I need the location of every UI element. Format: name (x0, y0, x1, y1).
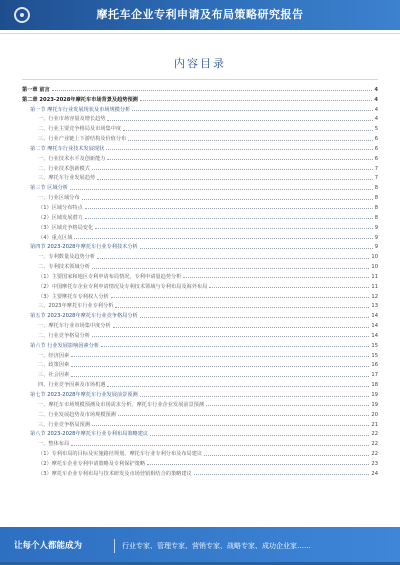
toc-entry-text: 第二节 摩托车行业技术发展现状 (30, 145, 105, 152)
toc-entry-text: （2）中国摩托车企业专利申请情况及专利技术领域与专利布局及海外布局 (38, 283, 208, 290)
toc-entry-text: 一、摩托车行业市场集中度分析 (38, 323, 111, 330)
toc-leader-dots (92, 336, 370, 337)
toc-page-number: 12 (371, 293, 378, 300)
toc-leader-dots (140, 396, 370, 397)
toc-leader-dots (113, 327, 370, 328)
toc-entry[interactable] (22, 211, 378, 221)
toc-entry[interactable] (22, 447, 378, 457)
toc-page-number: 6 (374, 136, 378, 143)
toc-entry[interactable] (22, 408, 378, 418)
toc-leader-dots (106, 149, 372, 150)
toc-entry[interactable] (22, 280, 378, 290)
toc-leader-dots (128, 140, 372, 141)
toc-entry[interactable] (22, 162, 378, 172)
toc-page-number: 5 (374, 126, 378, 133)
toc-entry-text: 一、专利数量及趋势分析 (38, 254, 96, 261)
toc-entry[interactable] (22, 231, 378, 241)
toc-entry[interactable] (22, 319, 378, 329)
toc-entry-text: 三、摩托车行业发展趋势 (38, 175, 96, 182)
toc-page-number: 6 (374, 155, 378, 162)
toc-leader-dots (150, 435, 369, 436)
toc-entry-text: （1）主要国家和地区专利申请布局情况，专利申请量趋势分析 (38, 273, 182, 280)
toc-page-number: 8 (374, 204, 378, 211)
toc-divider (22, 79, 378, 80)
toc-entry[interactable] (22, 241, 378, 251)
toc-leader-dots (85, 208, 373, 209)
toc-entry[interactable] (22, 122, 378, 132)
toc-entry-text: 第六节 行业发展影响因素分析 (30, 342, 100, 349)
toc-entry[interactable] (22, 437, 378, 447)
toc-entry-text: 一、经济因素 (38, 352, 70, 359)
toc-page-number: 4 (374, 106, 378, 113)
toc-entry[interactable] (22, 93, 378, 103)
toc-page-number: 4 (374, 96, 378, 103)
toc-page-number: 8 (374, 185, 378, 192)
toc-page-number: 8 (374, 195, 378, 202)
toc-page-number: 9 (374, 224, 378, 231)
toc-entry-text: 第七节 2023-2028年摩托车行业发展前景预测 (30, 392, 138, 398)
toc-page-number: 7 (374, 175, 378, 182)
report-header (0, 0, 400, 37)
toc-leader-dots (111, 297, 370, 298)
toc-leader-dots (92, 169, 373, 170)
toc-page-number: 8 (374, 214, 378, 221)
toc-entry[interactable] (22, 113, 378, 123)
toc-entry[interactable] (22, 181, 378, 191)
toc-leader-dots (92, 425, 370, 426)
toc-leader-dots (71, 376, 369, 377)
toc-entry[interactable] (22, 290, 378, 300)
toc-page-number: 18 (371, 382, 378, 389)
toc-entry-text: 三、行业竞争格局预测 (38, 421, 90, 428)
toc-entry-text: 二、行业竞争格局分析 (38, 332, 90, 339)
toc-entry-text: （1）专利布局的目标及实施路径规划，摩托车行业专利分布及布局建议 (38, 451, 203, 458)
toc-leader-dots (206, 405, 369, 406)
toc-title: 内容目录 (174, 57, 226, 70)
toc-page-number: 10 (371, 254, 378, 261)
toc-entry-text: 四、行业竞争因素及市场机遇 (38, 382, 106, 389)
toc-leader-dots (107, 159, 372, 160)
toc-entry-text: 第四节 2023-2028年摩托车行业专利技术分析 (30, 244, 138, 251)
toc-entry-text: 一、整体布局 (38, 441, 70, 448)
toc-entry[interactable] (22, 172, 378, 182)
toc-leader-dots (107, 386, 369, 387)
toc-entry[interactable] (22, 132, 378, 142)
toc-entry[interactable] (22, 418, 378, 428)
toc-leader-dots (95, 228, 373, 229)
toc-entry[interactable] (22, 359, 378, 369)
toc-entry[interactable] (22, 467, 378, 477)
toc-entry-text: 三、2023年摩托车行业专利分析 (38, 303, 114, 310)
toc-page-number: 7 (374, 165, 378, 172)
toc-entry-text: 第三节 区域分析 (30, 185, 68, 192)
toc-page-number: 4 (374, 86, 378, 93)
report-title: 摩托车企业专利申请及布局策略研究报告 (96, 8, 304, 21)
toc-entry[interactable] (22, 103, 378, 113)
toc-entry[interactable] (22, 152, 378, 162)
toc-page-number: 14 (371, 323, 378, 330)
footer-separator (114, 539, 115, 553)
toc-leader-dots (123, 130, 373, 131)
toc-entry[interactable] (22, 428, 378, 438)
toc-leader-dots (140, 317, 370, 318)
toc-page-number: 14 (371, 332, 378, 339)
toc-page-number: 17 (371, 372, 378, 379)
toc-entry-text: （1）区域分布特点 (38, 204, 83, 211)
toc-entry[interactable] (22, 339, 378, 349)
toc-leader-dots (71, 445, 369, 446)
toc-page-number: 16 (371, 362, 378, 369)
toc-leader-dots (132, 110, 372, 111)
toc-page-number: 24 (371, 470, 378, 477)
toc-entry-text: 一、摩托车市场规模预测及市场需求分析，摩托车行业企业发展前景预测 (38, 401, 205, 408)
toc-entry-text: 第一章 前言 (22, 86, 50, 93)
footer-slogan-right: 行业专家、管理专家、营销专家、战略专家、成功企业家…… (122, 542, 311, 550)
toc-entry[interactable] (22, 142, 378, 152)
toc-entry-text: 三、社会因素 (38, 372, 70, 379)
toc-entry-text: 一、行业市场容量及增长趋势 (38, 116, 106, 123)
toc-entry[interactable] (22, 270, 378, 280)
toc-entry[interactable] (22, 260, 378, 270)
toc-entry-text: 第五节 2023-2028年摩托车行业竞争格局分析 (30, 313, 138, 320)
toc-entry-text: 三、行业产业链上下游结构及价值分布 (38, 136, 127, 143)
toc-leader-dots (194, 474, 370, 475)
toc-entry-text: （3）区域竞争格局变化 (38, 224, 94, 231)
toc-entry-text: 第八节 2023-2028年摩托车行业专利布局策略建议 (30, 431, 149, 438)
toc-leader-dots (85, 218, 373, 219)
toc-page-number: 23 (371, 460, 378, 467)
footer-slogan-left: 让每个人都能成为 (14, 541, 83, 551)
toc-entry[interactable] (22, 201, 378, 211)
toc-leader-dots (118, 415, 370, 416)
toc-entry-text: 二、行业发展趋势及市场规模预测 (38, 411, 116, 418)
toc-page-number: 21 (371, 421, 378, 428)
toc-leader-dots (101, 346, 369, 347)
toc-page-number: 22 (371, 451, 378, 458)
toc-leader-dots (147, 464, 369, 465)
toc-leader-dots (140, 100, 373, 101)
toc-page-number: 9 (374, 244, 378, 251)
table-of-contents (22, 83, 378, 477)
toc-page-number: 11 (371, 283, 378, 290)
toc-entry-text: 第二章 2023-2028年摩托车市场背景及趋势预测 (22, 96, 138, 103)
toc-leader-dots (52, 90, 373, 91)
toc-entry-text: （3）主要摩托车专利权人分析 (38, 293, 109, 300)
toc-entry[interactable] (22, 378, 378, 388)
toc-leader-dots (71, 366, 369, 367)
toc-entry[interactable] (22, 457, 378, 467)
toc-entry[interactable] (22, 349, 378, 359)
header-divider (0, 30, 400, 37)
toc-leader-dots (140, 248, 373, 249)
toc-page-number: 14 (371, 313, 378, 320)
toc-entry[interactable] (22, 368, 378, 378)
toc-entry[interactable] (22, 329, 378, 339)
toc-leader-dots (115, 307, 369, 308)
toc-entry[interactable] (22, 250, 378, 260)
toc-leader-dots (204, 455, 369, 456)
footer-banner (0, 527, 400, 565)
toc-entry[interactable] (22, 398, 378, 408)
toc-entry-text: （2）区域发展潜力 (38, 214, 83, 221)
toc-page-number: 9 (374, 234, 378, 241)
toc-entry-text: 二、专利技术领域分析 (38, 264, 90, 271)
toc-leader-dots (97, 258, 369, 259)
toc-leader-dots (92, 268, 370, 269)
toc-leader-dots (71, 356, 369, 357)
toc-entry[interactable] (22, 309, 378, 319)
toc-page-number: 15 (371, 342, 378, 349)
toc-leader-dots (70, 189, 373, 190)
toc-page-number: 11 (371, 273, 378, 280)
toc-entry-text: 二、政策因素 (38, 362, 70, 369)
toc-page-number: 13 (371, 303, 378, 310)
toc-entry[interactable] (22, 388, 378, 398)
toc-page-number: 15 (371, 352, 378, 359)
toc-entry-text: （4）重点区域 (38, 234, 73, 241)
toc-entry-text: 二、行业技术创新模式 (38, 165, 90, 172)
toc-leader-dots (183, 277, 369, 278)
toc-entry[interactable] (22, 191, 378, 201)
toc-page-number: 4 (374, 116, 378, 123)
toc-leader-dots (209, 287, 369, 288)
toc-page-number: 20 (371, 411, 378, 418)
toc-entry-text: 一、行业区域分布 (38, 195, 80, 202)
toc-entry[interactable] (22, 300, 378, 310)
toc-leader-dots (74, 238, 372, 239)
toc-page-number: 19 (371, 392, 378, 398)
toc-leader-dots (107, 120, 372, 121)
toc-entry[interactable] (22, 221, 378, 231)
toc-entry-text: 二、行业主要竞争格局及市场集中度 (38, 126, 122, 133)
toc-entry[interactable] (22, 83, 378, 93)
toc-page-number: 19 (371, 401, 378, 408)
toc-page-number: 22 (371, 441, 378, 448)
toc-entry-text: （3）摩托车企业专利布局与技术研发及市场营销相结合的策略建议 (38, 470, 192, 477)
toc-entry-text: 第一节 摩托车行业发展现状及市场规模分析 (30, 106, 131, 113)
toc-page-number: 6 (374, 145, 378, 152)
toc-page-number: 22 (371, 431, 378, 438)
toc-entry-text: （2）摩托车企业专利申请策略及专利保护策略 (38, 460, 146, 467)
toc-page-number: 10 (371, 264, 378, 271)
toc-leader-dots (97, 179, 373, 180)
toc-leader-dots (82, 199, 373, 200)
toc-entry-text: 一、行业技术水平及创新能力 (38, 155, 106, 162)
